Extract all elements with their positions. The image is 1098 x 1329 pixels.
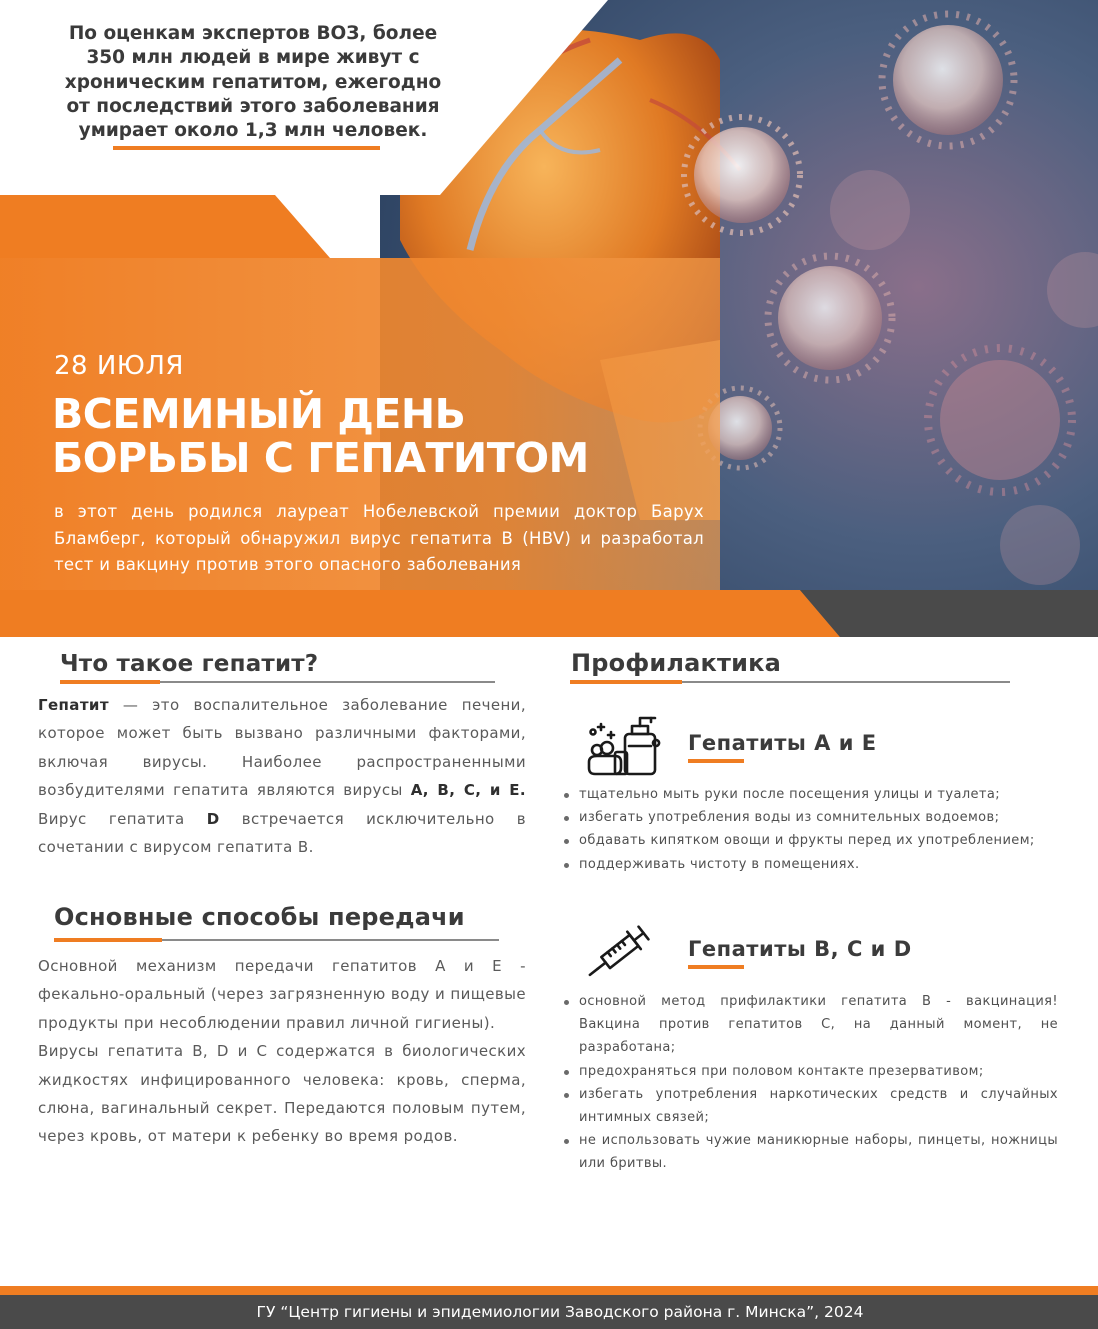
event-title [52, 392, 732, 480]
what-is-hepatitis-text [38, 691, 526, 861]
prevention-bcd-title: Гепатиты В, С и D [688, 937, 912, 961]
footer-accent-stripe [0, 1286, 1098, 1295]
transmission-heading: Основные способы передачи [54, 903, 465, 931]
event-title-line-1: ВСЕМИНЫЙ ДЕНЬ [52, 390, 466, 438]
list-item: избегать употребления наркотических средств и случайных интимных связей; [564, 1083, 1058, 1129]
heading-accent [54, 938, 162, 942]
list-item: поддерживать чистоту в помещениях. [564, 853, 1074, 876]
hero-banner [0, 0, 1098, 637]
definition-text: — это воспалительное заболевание печени, которое может быть вызвано различными факторами, включая вирусы. Наиболее распространенными возбудителями гепатита являются вирусы [38, 696, 526, 800]
virus-d: D [206, 809, 220, 828]
who-statistics-quote: По оценкам экспертов ВОЗ, более 350 млн людей в мире живут с хроническим гепатитом, ежегодно от последствий этого заболевания умирает около 1,3 млн человек. [64, 23, 442, 142]
list-item: основной метод прифилактики гепатита В - вакцинация! Вакцина против гепатитов С, на данный момент, не разработана; [564, 990, 1058, 1060]
hepatitis-term: Гепатит [38, 696, 109, 714]
list-item: предохраняться при половом контакте презервативом; [564, 1060, 1058, 1083]
prevention-ae-title: Гепатиты А и Е [688, 731, 877, 755]
list-item: не использовать чужие маникюрные наборы, пинцеты, ножницы или бритвы. [564, 1129, 1058, 1175]
heading-accent [60, 680, 160, 684]
event-subtitle: в этот день родился лауреат Нобелевской премии доктор Барух Бламберг, который обнаружил вирус гепатита В (HBV) и разработал тест и вакцину против этого опасного заболевания [54, 502, 704, 574]
list-item: тщательно мыть руки после посещения улицы и туалета; [564, 783, 1074, 806]
transmission-paragraph-2: Вирусы гепатита В, D и С содержатся в биологических жидкостях инфицированного человека: кровь, сперма, слюна, вагинальный секрет. Передаются половым путем, через кровь, от матери к ребенку во время родов. [38, 1042, 526, 1146]
hygiene-soap-icon [585, 712, 663, 778]
event-title-line-2: БОРЬБЫ С ГЕПАТИТОМ [52, 434, 589, 482]
transmission-text [38, 952, 526, 1151]
transmission-paragraph-1: Основной механизм передачи гепатитов А и Е - фекально-оральный (через загрязненную воду и пищевые продукты при несоблюдении правил личной гигиены). [38, 957, 526, 1032]
prevention-bcd-list [564, 990, 1058, 1176]
subheading-accent [688, 759, 744, 763]
syringe-icon [585, 916, 661, 982]
what-is-hepatitis-heading: Что такое гепатит? [60, 651, 319, 677]
prevention-ae-list [564, 783, 1074, 876]
main-viruses: А, В, С, и Е. [410, 781, 526, 800]
prevention-heading: Профилактика [571, 649, 782, 677]
list-item: избегать употребления воды из сомнительных водоемов; [564, 806, 1074, 829]
list-item: обдавать кипятком овощи и фрукты перед их употреблением; [564, 829, 1074, 852]
quote-underline [113, 146, 380, 150]
heading-accent [570, 680, 682, 684]
definition-text-2: Вирус гепатита [38, 809, 207, 828]
footer-organization: ГУ “Центр гигиены и эпидемиологии Заводского района г. Минска”, 2024 [0, 1295, 1098, 1329]
subheading-accent [688, 965, 744, 969]
event-date: 28 ИЮЛЯ [54, 351, 184, 381]
definition-text-3: встречается исключительно в сочетании с вирусом гепатита В. [38, 809, 526, 857]
